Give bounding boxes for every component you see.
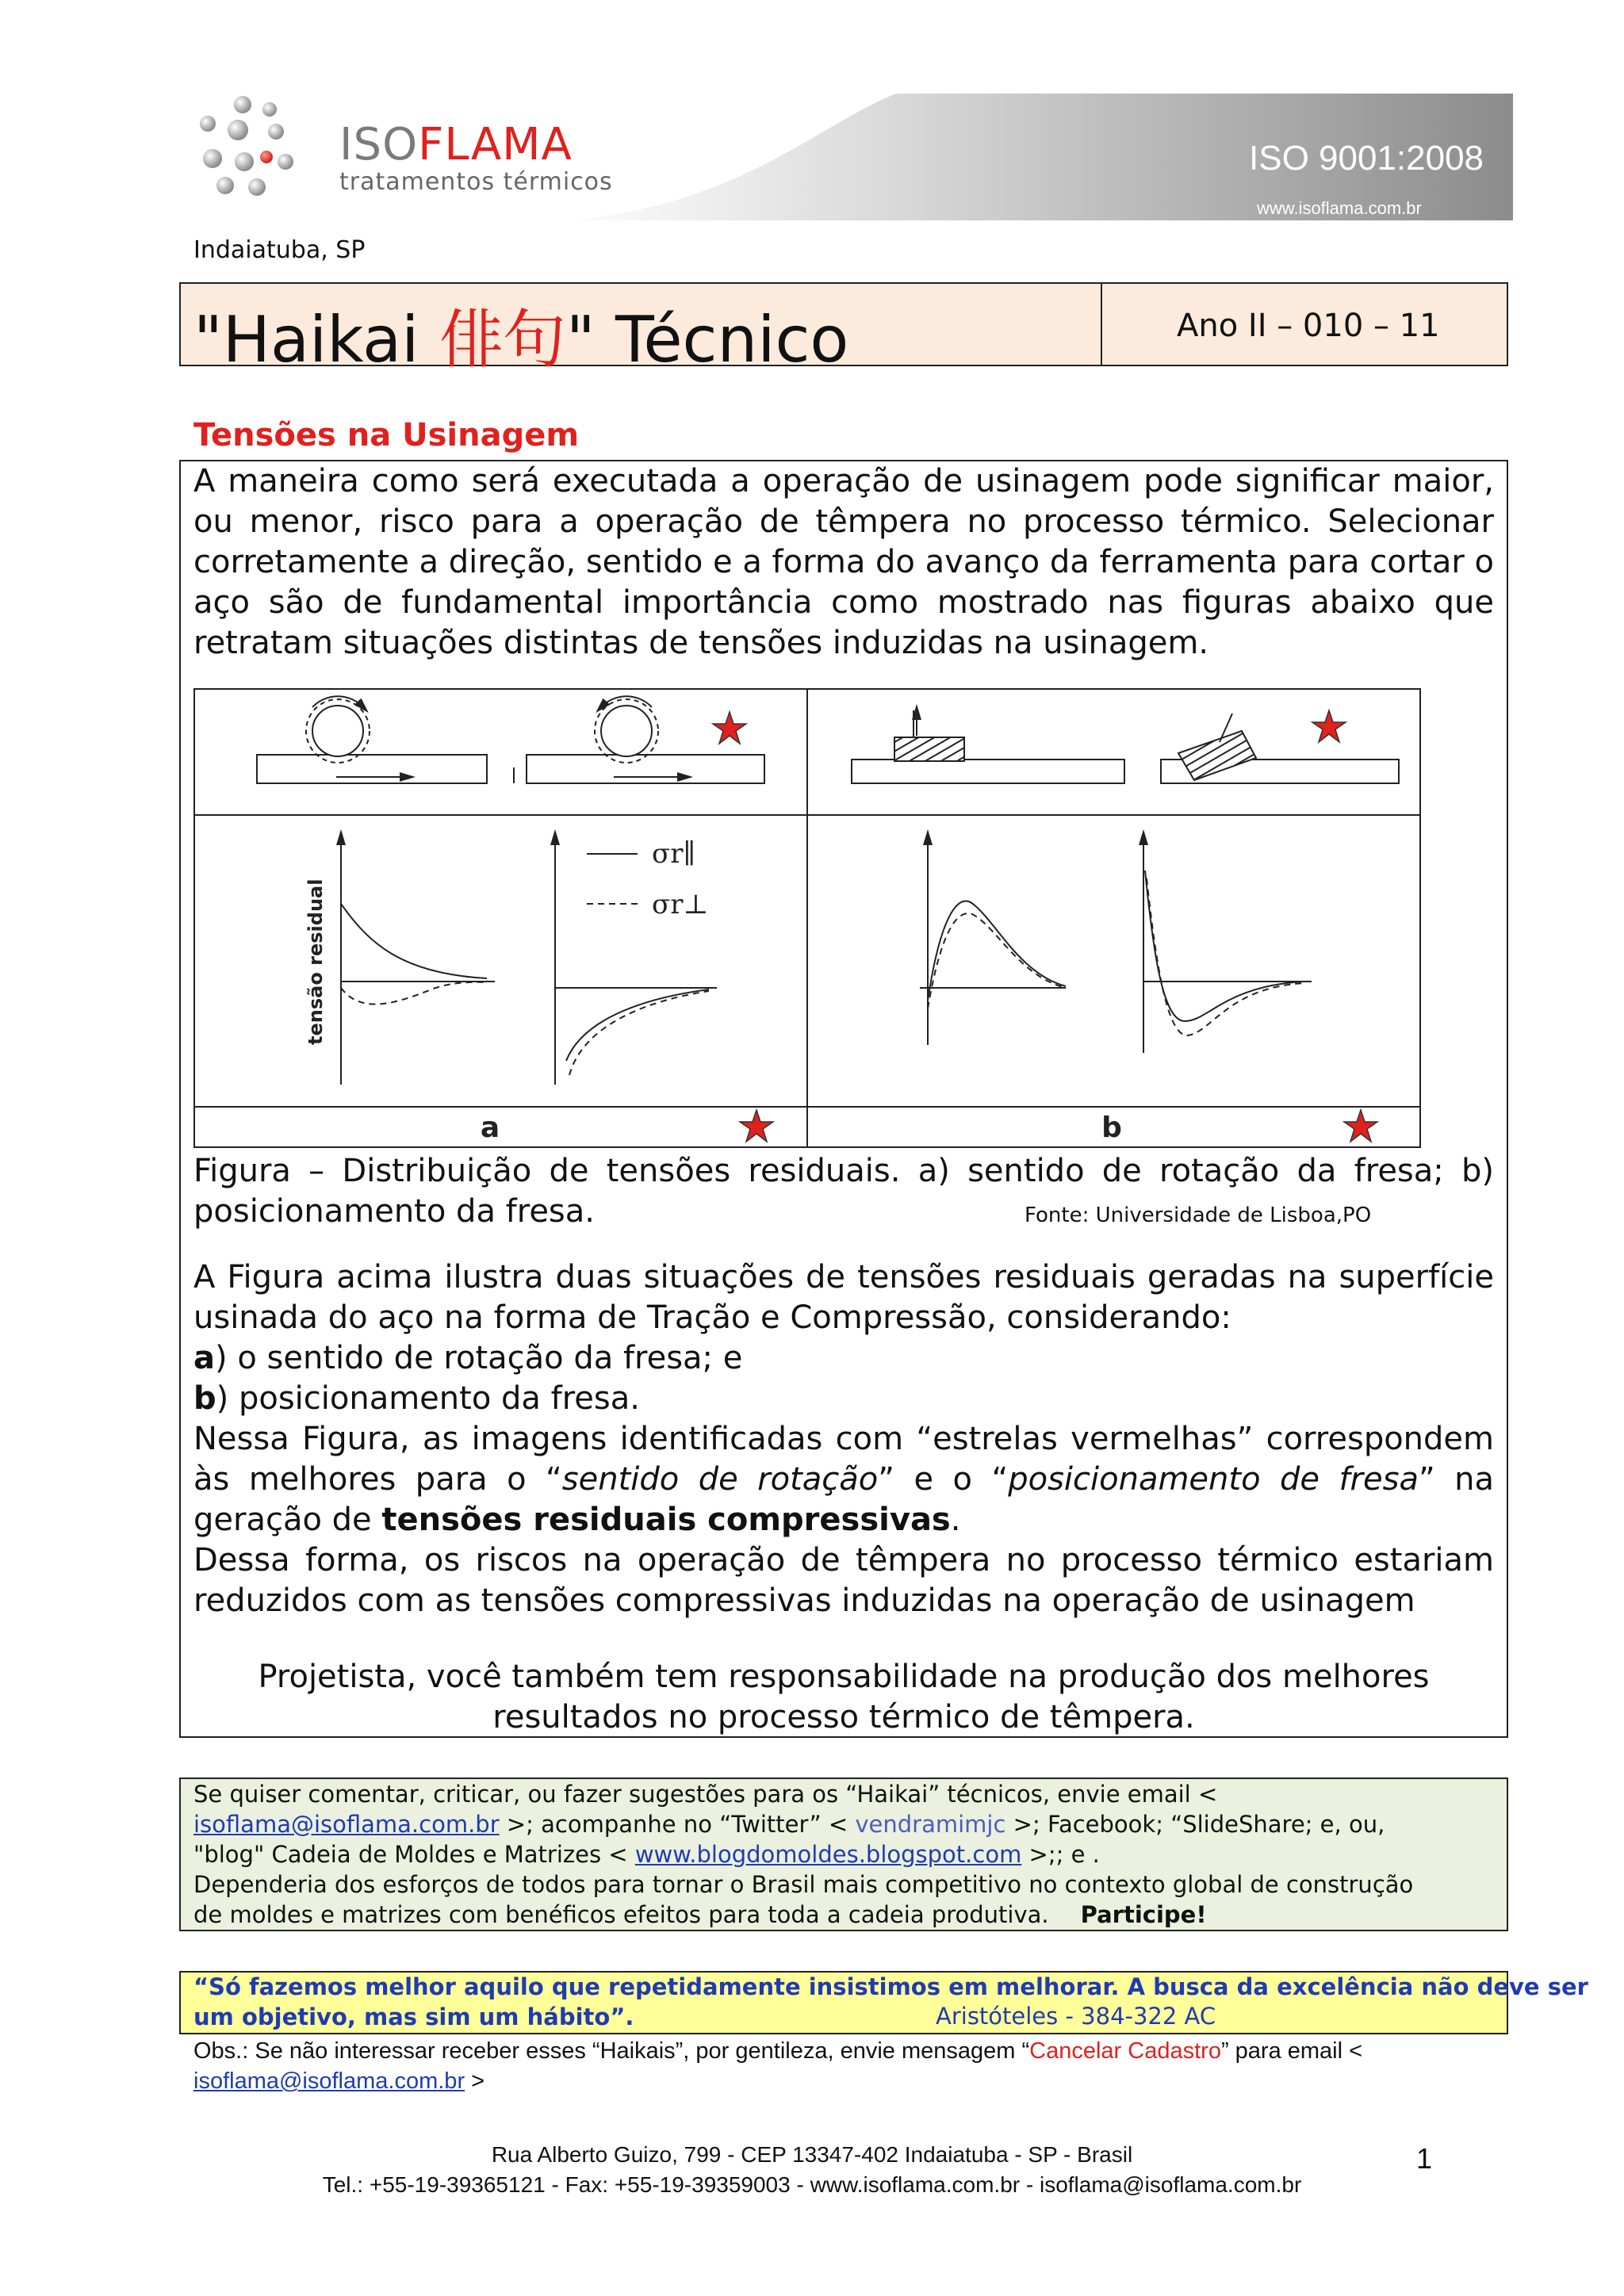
brand-subtitle: tratamentos térmicos — [339, 168, 613, 196]
legend-parallel: σr∥ — [652, 838, 696, 870]
residual-stress-figure — [193, 688, 1421, 1148]
panel-a-milling-sketch — [257, 696, 764, 783]
participe-label: Participe! — [1080, 1901, 1207, 1928]
star-icon — [740, 1110, 773, 1142]
email-link[interactable]: isoflama@isoflama.com.br — [193, 1811, 500, 1838]
body-paragraph-1: A Figura acima ilustra duas situações de tensões residuais geradas na superfície usinada do aço na forma de Tração e Compressão, considerando: — [193, 1259, 1494, 1336]
quote-line-1: “Só fazemos melhor aquilo que repetidamente insistimos em melhorar. A busca da excelência não deve ser — [193, 1973, 1588, 2000]
y-axis-label: tensão residual — [304, 878, 327, 1045]
cancel-keyword: Cancelar Cadastro — [1029, 2038, 1221, 2064]
comment-line-2: isoflama@isoflama.com.br >; acompanhe no “Twitter” < vendramimjc >; Facebook; “SlideShare; e, ou, — [193, 1811, 1385, 1838]
document-title: "Haikai 俳句" Técnico — [193, 303, 849, 377]
obs-line-1: Obs.: Se não interessar receber esses “Haikais”, por gentileza, envie mensagem “Cancelar Cadastro” para email < — [193, 2038, 1363, 2064]
panel-a-graphs — [341, 837, 717, 1085]
item-b: b) posicionamento da fresa. — [193, 1380, 640, 1417]
star-icon — [1344, 1110, 1377, 1142]
issue-number: Ano II – 010 – 11 — [1177, 308, 1440, 344]
iso-certification: ISO 9001:2008 — [1249, 139, 1484, 178]
panel-b-label: b — [1101, 1112, 1122, 1144]
blog-link[interactable]: www.blogdomoldes.blogspot.com — [634, 1841, 1022, 1868]
page-number: 1 — [1416, 2142, 1433, 2175]
logo-dots-icon — [193, 94, 304, 197]
legend-perpendicular: σr⊥ — [652, 889, 709, 920]
panel-b-graphs — [920, 837, 1312, 1053]
header-website: www.isoflama.com.br — [1257, 198, 1422, 218]
closing-message: Projetista, você também tem responsabilidade na produção dos melhores resultados no processo térmico de têmpera. — [258, 1659, 1430, 1735]
obs-line-2: isoflama@isoflama.com.br > — [193, 2068, 485, 2094]
quote-line-2: um objetivo, mas sim um hábito”. — [193, 2003, 634, 2030]
comment-line-4: Dependeria dos esforços de todos para tornar o Brasil mais competitivo no contexto global de construção — [193, 1871, 1414, 1898]
figure-source: Fonte: Universidade de Lisboa,PO — [1025, 1203, 1372, 1227]
comment-line-3: "blog" Cadeia de Moldes e Matrizes < www.blogdomoldes.blogspot.com >;; e . — [193, 1841, 1100, 1868]
obs-email-link[interactable]: isoflama@isoflama.com.br — [193, 2068, 465, 2094]
body-text — [193, 1257, 1494, 1621]
panel-a-label: a — [480, 1112, 500, 1144]
body-paragraph-2: Nessa Figura, as imagens identificadas com “estrelas vermelhas” correspondem às melhores para o “sentido de rotação” e o “posicionamento de fresa” na geração de tensões residuais compressivas. — [193, 1421, 1495, 1538]
comment-line-1: Se quiser comentar, criticar, ou fazer sugestões para os “Haikai” técnicos, envie email < — [193, 1781, 1218, 1808]
title-divider — [1101, 282, 1102, 366]
city-label: Indaiatuba, SP — [193, 236, 366, 264]
figure-caption: Figura – Distribuição de tensões residuais. a) sentido de rotação da fresa; b) posicionamento da fresa. — [193, 1153, 1494, 1230]
comment-line-5: de moldes e matrizes com benéficos efeitos para toda a cadeia produtiva. Participe! — [193, 1901, 1207, 1928]
brand-name: ISOFLAMA — [339, 119, 573, 170]
twitter-handle[interactable]: vendramimjc — [855, 1811, 1006, 1838]
star-icon — [713, 712, 746, 744]
footer-contact: Tel.: +55-19-39365121 - Fax: +55-19-39359003 - www.isoflama.com.br - isoflama@isoflama.com.br — [322, 2172, 1302, 2197]
star-icon — [1312, 710, 1346, 742]
quote-author: Aristóteles - 384-322 AC — [936, 2003, 1216, 2030]
body-paragraph-3: Dessa forma, os riscos na operação de têmpera no processo térmico estariam reduzidos com as tensões compressivas induzidas na operação de usinagem — [193, 1542, 1494, 1619]
intro-paragraph: A maneira como será executada a operação de usinagem pode significar maior, ou menor, risco para a operação de têmpera no processo térmico. Selecionar corretamente a direção, sentido e a forma do avanço da ferramenta para cortar o aço são de fundamental importância como mostrado nas figuras abaixo que retratam situações distintas de tensões induzidas na usinagem. — [193, 463, 1494, 661]
section-title: Tensões na Usinagem — [193, 417, 580, 453]
footer-address: Rua Alberto Guizo, 799 - CEP 13347-402 Indaiatuba - SP - Brasil — [491, 2142, 1133, 2167]
item-a: a) o sentido de rotação da fresa; e — [193, 1340, 743, 1376]
panel-b-cutter-sketch — [852, 710, 1399, 783]
